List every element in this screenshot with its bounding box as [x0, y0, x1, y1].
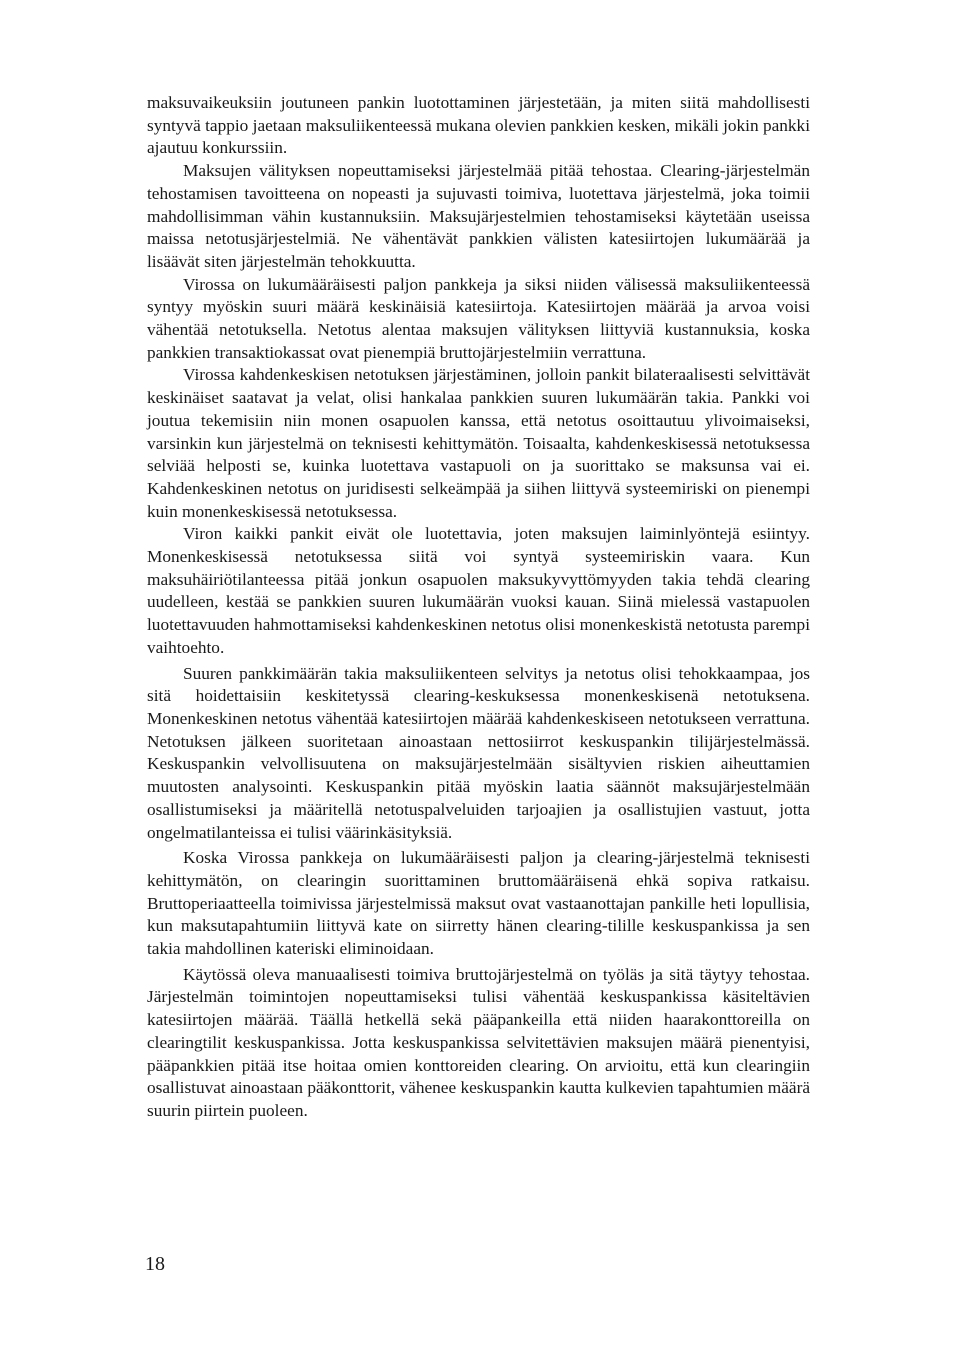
paragraph-3: Virossa on lukumääräisesti paljon pankkeja ja siksi niiden välisessä maksuliikenteessä syntyy myöskin suuri määrä keskinäisiä katesiirtoja. Katesiirtojen määrää ja arvoa voisi vähentää netotuksella. Netotus alentaa maksujen välityksen liittyviä kustannuksia, koska pankkien transaktiokassat ovat pienempiä bruttojärjestelmiin verrattuna. [147, 274, 810, 362]
paragraph-7: Koska Virossa pankkeja on lukumääräisesti paljon ja clearing-järjestelmä teknisesti kehittymätön, on clearingin suorittaminen bruttomääräisenä ehkä sopiva ratkaisu. Bruttoperiaatteella toimivissa järjestelmissä maksut ovat vastaanottajan pankille heti lopullisia, kun maksutapahtumiin liittyvä kate on siirretty hänen clearing-tilille keskuspankissa ja sen takia mahdollinen kateriski eliminoidaan. [147, 848, 810, 959]
body-text [147, 92, 810, 1123]
paragraph-8: Käytössä oleva manuaalisesti toimiva bruttojärjestelmä on työläs ja sitä täytyy tehostaa. Järjestelmän toimintojen nopeuttamiseksi tulisi vähentää keskuspankissa käsiteltävien katesiirtojen määrää. Täällä hetkellä sekä pääpankeilla että niiden haarakonttoreilla on clearingtilit keskuspankissa. Jotta keskuspankissa selvitettävien maksujen määrä pienentyisi, pääpankkien pitää itse hoitaa omien konttoreiden clearing. On arvioitu, että kun clearingiin osallistuvat ainoastaan pääkonttorit, vähenee keskuspankin kautta kulkevien tapahtumien määrä suurin piirtein puoleen. [147, 964, 810, 1120]
paragraph-5: Viron kaikki pankit eivät ole luotettavia, joten maksujen laiminlyöntejä esiintyy. Monenkeskisessä netotuksessa siitä voi syntyä systeemiriskin vaara. Kun maksuhäiriötilanteessa pitää jonkun osapuolen maksukyvyttömyyden takia tehdä clearing uudelleen, kestää se pankkien suuren lukumäärän vuoksi kauan. Siinä mielessä vastapuolen luotettavuuden hahmottamiseksi kahdenkeskinen netotus olisi monenkeskistä netotusta parempi vaihtoehto. [147, 524, 810, 657]
paragraph-4: Virossa kahdenkeskisen netotuksen järjestäminen, jolloin pankit bilateraalisesti selvittävät keskinäiset saatavat ja velat, olisi hankalaa pankkien suuren lukumäärän takia. Pankki voi joutua tekemisiin niin monen osapuolen kanssa, että netotus osoittautuu ylivoimaiseksi, varsinkin kun järjestelmä on teknisesti kehittymätön. Toisaalta, kahdenkeskisessä netotuksessa selviää helposti se, kuinka luotettava vastapuoli on ja suorittako se maksunsa vai ei. Kahdenkeskinen netotus on juridisesti selkeämpää ja siihen liittyvä systeemiriski on pienempi kuin monenkeskisessä netotuksessa. [147, 365, 810, 521]
paragraph-2: Maksujen välityksen nopeuttamiseksi järjestelmää pitää tehostaa. Clearing-järjestelmän tehostamisen tavoitteena on nopeasti ja sujuvasti toimiva, luotettava järjestelmä, joka toimii mahdollisimman vähin kustannuksiin. Maksujärjestelmien tehostamiseksi käytetään useissa maissa netotusjärjestelmiä. Ne vähentävät pankkien välisten katesiirtojen lukumäärää ja lisäävät siten järjestelmän tehokkuutta. [147, 161, 810, 271]
page-number: 18 [145, 1253, 165, 1275]
paragraph-1: maksuvaikeuksiin joutuneen pankin luotottaminen järjestetään, ja miten siitä mahdollisesti syntyvä tappio jaetaan maksuliikenteessä mukana olevien pankkien kesken, mikäli jokin pankki ajautuu konkurssiin. [147, 93, 810, 158]
paragraph-6: Suuren pankkimäärän takia maksuliikenteen selvitys ja netotus olisi tehokkaampaa, jos sitä hoidettaisiin keskitetyssä clearing-keskuksessa monenkeskisenä netotuksena. Monenkeskinen netotus vähentää katesiirtojen määrää kahdenkeskiseen netotukseen verrattuna. Netotuksen jälkeen suoritetaan ainoastaan nettosiirrot keskuspankin tilijärjestelmässä. Keskuspankin velvollisuutena on maksujärjestelmään sisältyvien riskien aiheuttamien muutosten analysointi. Keskuspankin pitää myöskin laatia säännöt maksujärjestelmään osallistumiseksi ja määritellä netotuspalveluiden tarjoajien ja osallistujien vastuut, jotta ongelmatilanteissa ei tulisi väärinkäsityksiä. [147, 663, 810, 842]
